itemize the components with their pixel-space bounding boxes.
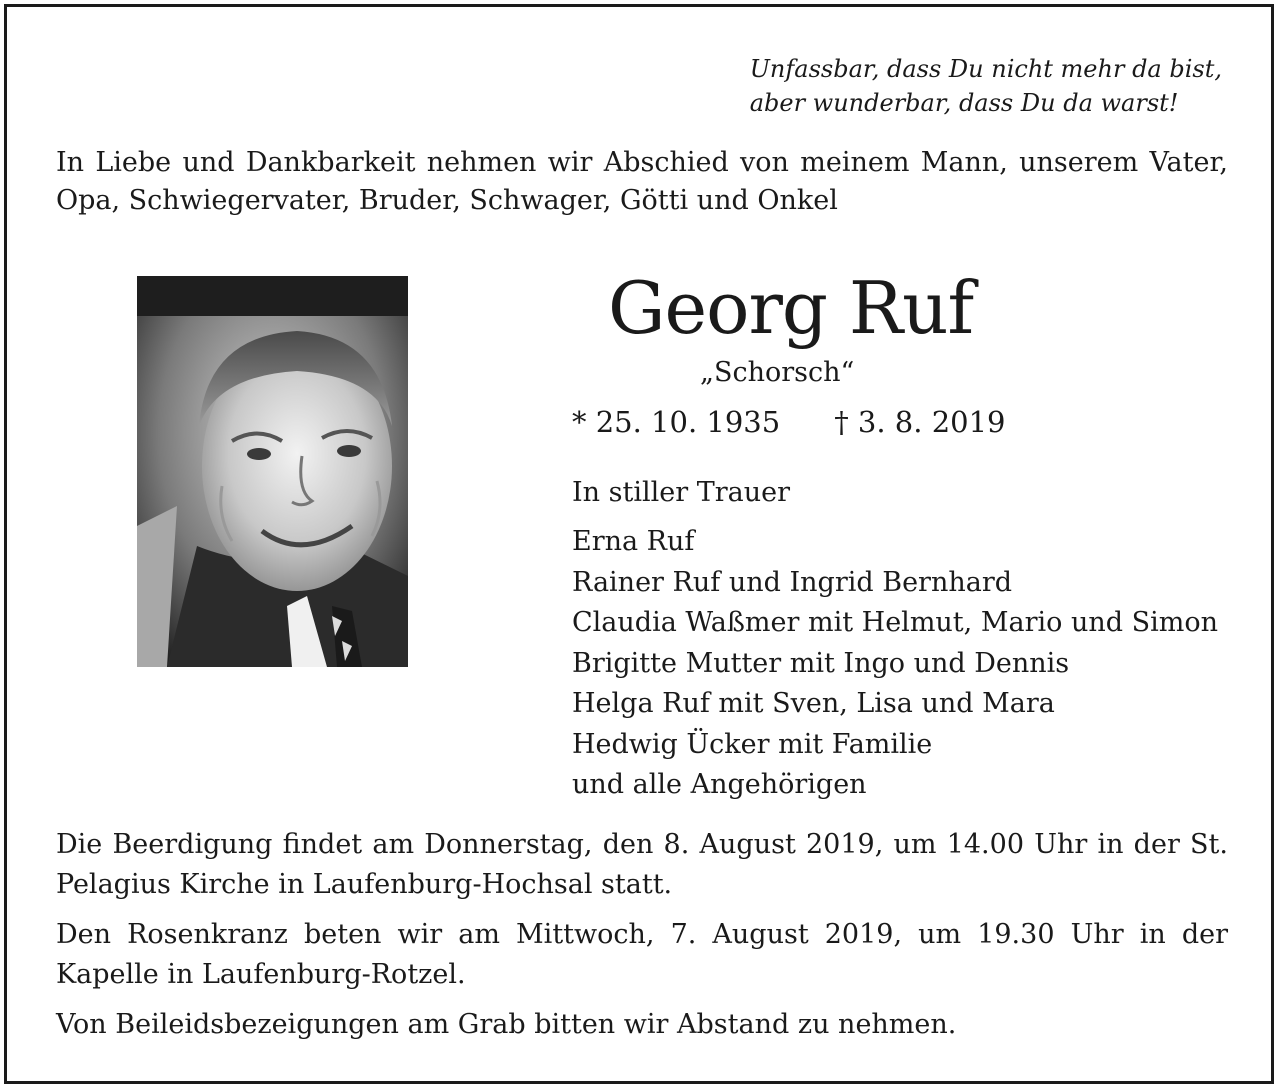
condolence-notice: Von Beileidsbezeigungen am Grab bitten wir Abstand zu nehmen. [56,1009,957,1040]
motto [750,52,1222,120]
rosary-notice: Den Rosenkranz beten wir am Mittwoch, 7. August 2019, um 19.30 Uhr in der Kapelle in Laufenburg-Rotzel. [56,919,1228,990]
mourning-heading: In stiller Trauer [572,477,791,508]
funeral-notice: Die Beerdigung findet am Donnerstag, den 8. August 2019, um 14.00 Uhr in der St. Pelagius Kirche in Laufenburg-Hochsal statt. [56,829,1228,900]
life-dates [572,402,1006,442]
funeral-notices [56,825,1228,1055]
motto-line-2: aber wunderbar, dass Du da warst! [749,89,1179,117]
portrait-illustration [137,276,408,667]
birth-date: * 25. 10. 1935 [572,405,781,439]
mourner-item: Rainer Ruf und Ingrid Bernhard [572,566,1013,598]
intro-text: In Liebe und Dankbarkeit nehmen wir Abschied von meinem Mann, unserem Vater, Opa, Schwiegervater, Bruder, Schwager, Götti und Onkel [56,147,1228,216]
mourner-item: Erna Ruf [572,526,695,557]
mourner-item: Claudia Waßmer mit Helmut, Mario und Simon [572,607,1218,638]
mourner-item: und alle Angehörigen [572,769,867,800]
death-date: † 3. 8. 2019 [834,405,1006,439]
deceased-name: Georg Ruf [608,266,974,350]
mourner-item: Brigitte Mutter mit Ingo und Dennis [572,647,1070,679]
mourner-item: Helga Ruf mit Sven, Lisa und Mara [572,688,1055,719]
portrait-photo [137,276,408,667]
mourner-item: Hedwig Ücker mit Familie [572,728,933,760]
motto-line-1: Unfassbar, dass Du nicht mehr da bist, [749,55,1222,83]
deceased-nickname: „Schorsch“ [700,357,855,388]
mourners-list [572,522,1218,806]
